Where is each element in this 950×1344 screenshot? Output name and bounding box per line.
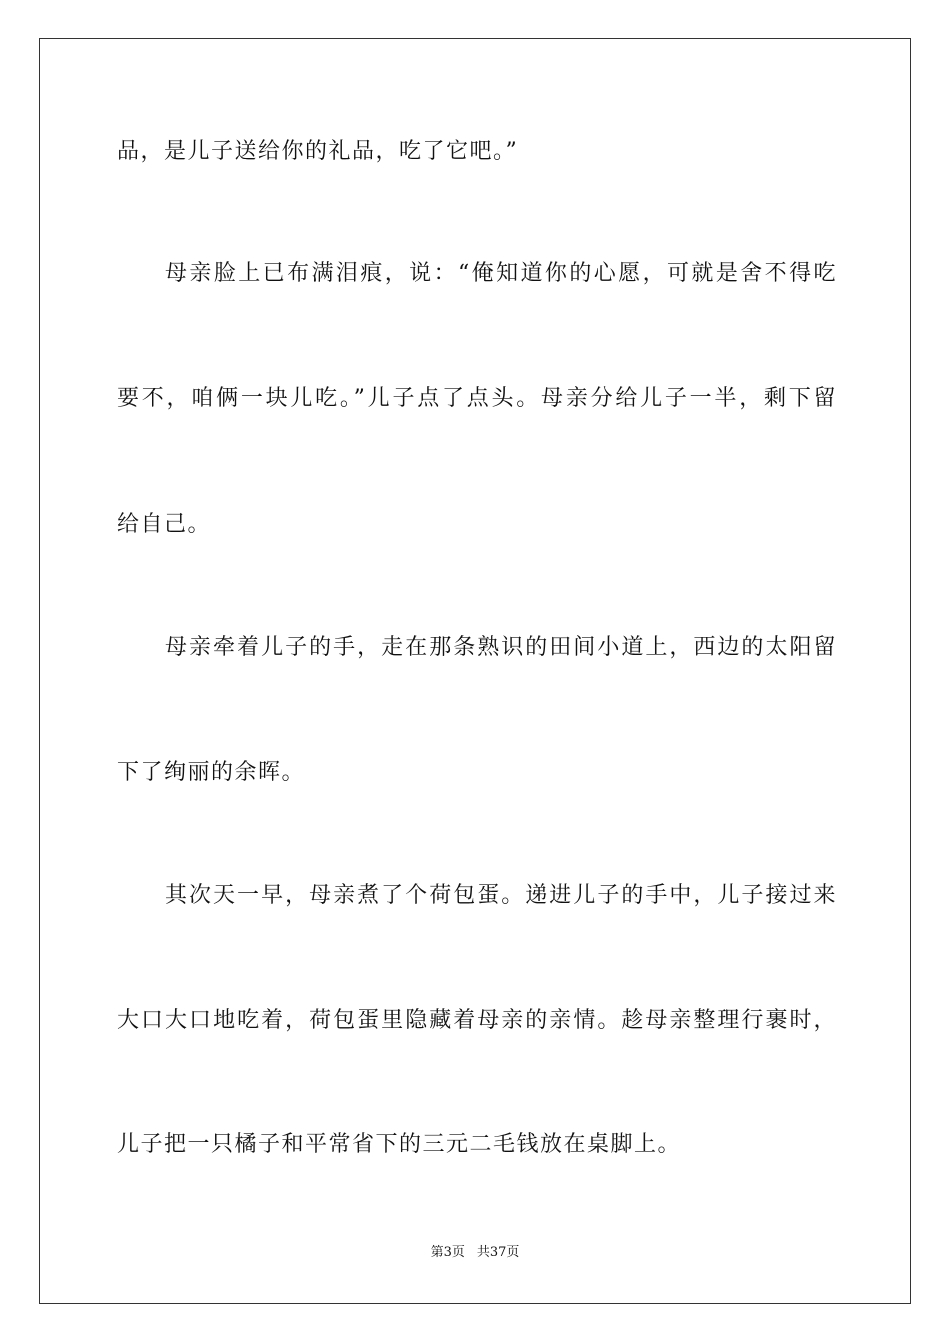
- page-number: 第3页: [430, 1245, 465, 1260]
- page-total: 共37页: [476, 1245, 520, 1260]
- page-footer: [0, 1244, 950, 1262]
- paragraph-line-4: 给自己。: [117, 512, 212, 537]
- paragraph-line-6: 下了绚丽的余晖。: [117, 760, 306, 785]
- paragraph-line-2: 母亲脸上已布满泪痕，说：“俺知道你的心愿，可就是舍不得吃: [165, 261, 837, 286]
- paragraph-line-9: 儿子把一只橘子和平常省下的三元二毛钱放在桌脚上。: [117, 1132, 682, 1157]
- page-border: [39, 38, 911, 1304]
- paragraph-line-1: 品，是儿子送给你的礼品，吃了它吧。”: [117, 139, 519, 164]
- paragraph-line-7: 其次天一早，母亲煮了个荷包蛋。递进儿子的手中，儿子接过来: [165, 883, 837, 908]
- paragraph-line-3: 要不，咱俩一块儿吃。”儿子点了点头。母亲分给儿子一半，剩下留: [117, 386, 837, 411]
- paragraph-line-5: 母亲牵着儿子的手，走在那条熟识的田间小道上，西边的太阳留: [165, 635, 837, 660]
- paragraph-line-8: 大口大口地吃着，荷包蛋里隐藏着母亲的亲情。趁母亲整理行裹时，: [117, 1008, 837, 1033]
